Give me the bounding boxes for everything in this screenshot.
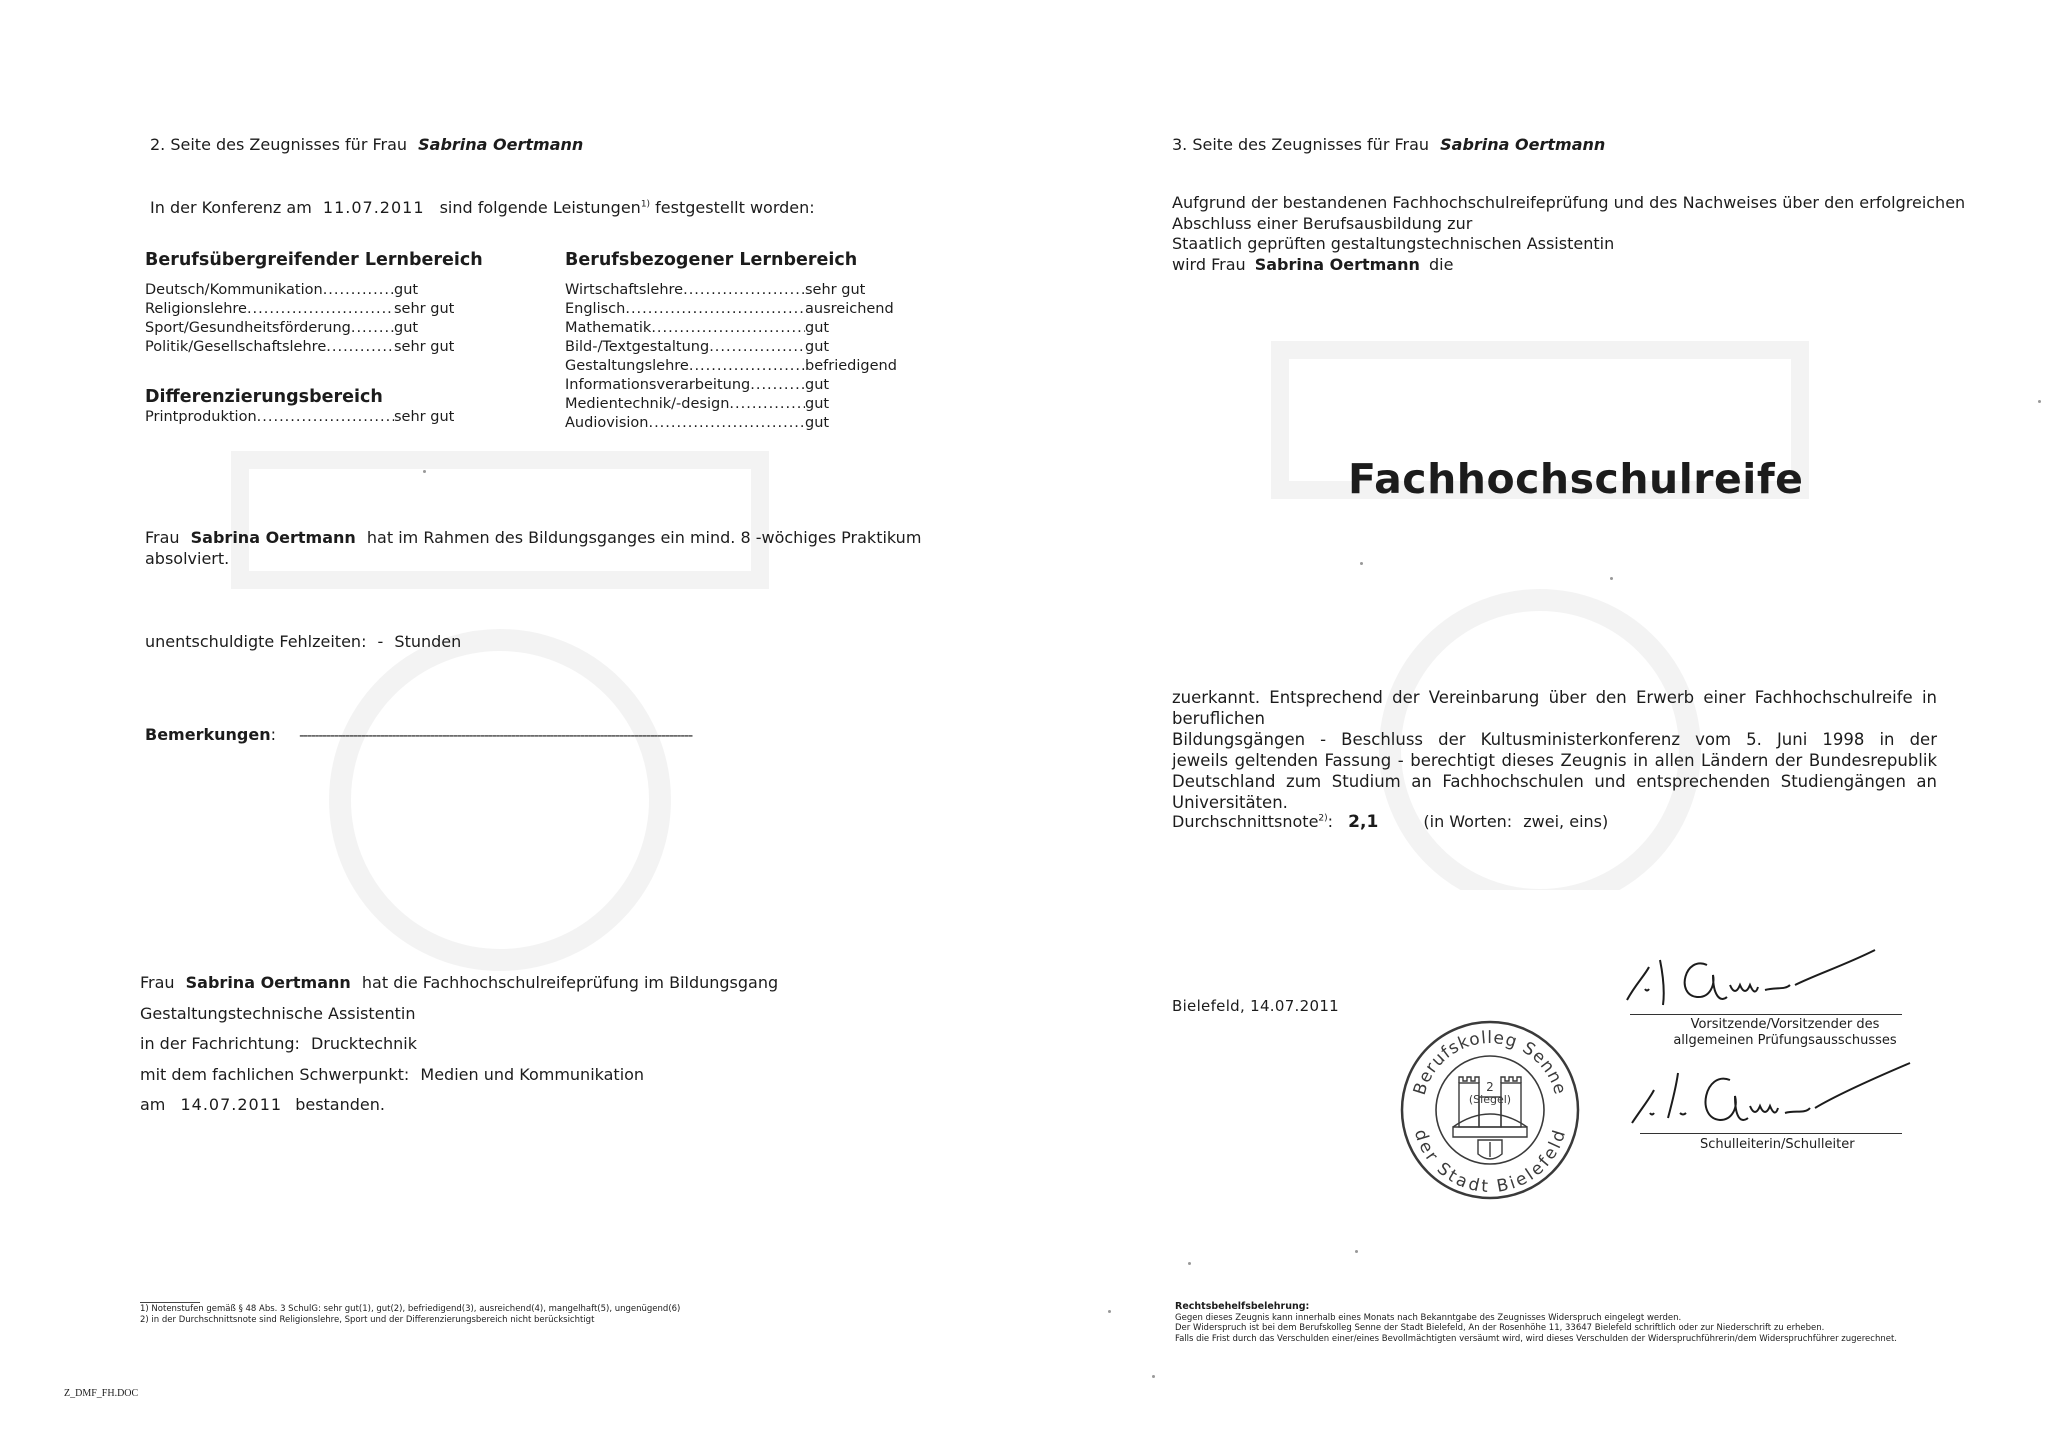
seal-top-text: Berufskolleg Senne: [1409, 1027, 1571, 1098]
remarks-label: Bemerkungen: [145, 725, 271, 744]
grade-value: sehr gut: [394, 301, 455, 317]
average-footnote-mark: 2): [1318, 813, 1328, 824]
footnotes: [140, 1304, 680, 1325]
grade-row: [565, 395, 893, 414]
grade-subject: Audiovision: [565, 415, 649, 431]
exam-course: Gestaltungstechnische Assistentin: [140, 1003, 416, 1023]
intro-line-2: Abschluss einer Berufsausbildung zur: [1172, 213, 1473, 233]
exam-student-name: Sabrina Oertmann: [185, 973, 351, 992]
differentiation-area-grade-list: [145, 408, 455, 427]
grade-row: [145, 338, 455, 357]
average-words-value: zwei, eins): [1523, 812, 1609, 831]
left-header-student-name: Sabrina Oertmann: [418, 135, 584, 154]
award-line-4: Deutschland zum Studium an Fachhochschulen und entsprechenden Studiengängen an Universitäten.: [1172, 772, 1937, 812]
place-date: Bielefeld, 14.07.2011: [1172, 997, 1340, 1015]
absence-unit: Stunden: [394, 632, 462, 651]
grade-value: gut: [394, 320, 419, 336]
scan-speck: [1360, 562, 1363, 565]
grade-row: [565, 319, 893, 338]
footnote-separator: [140, 1302, 200, 1303]
exam-focus-value: Medien und Kommunikation: [420, 1064, 645, 1084]
scan-speck: [1610, 577, 1613, 580]
grade-row: [145, 300, 455, 319]
intro-line-3: Staatlich geprüften gestaltungstechnischen Assistentin: [1172, 234, 1615, 253]
internship-student-name: Sabrina Oertmann: [190, 528, 356, 547]
seal-bottom-text: der Stadt Bielefeld: [1409, 1127, 1571, 1198]
grade-subject: Informationsverarbeitung: [565, 377, 751, 393]
exam-date-suffix: bestanden.: [295, 1095, 385, 1114]
legal-line-2: Der Widerspruch ist bei dem Berufskolleg Senne der Stadt Bielefeld, An der Rosenhöhe 11, 33647 Bielefeld schriftlich oder zur Niederschrift zu erheben.: [1175, 1323, 1825, 1333]
absence-line: [145, 632, 461, 651]
exam-field-value: Drucktechnik: [310, 1034, 417, 1053]
scan-speck: [423, 470, 426, 473]
grade-subject: Englisch: [565, 301, 626, 317]
average-colon: :: [1327, 812, 1334, 831]
grade-row: [565, 300, 893, 319]
grade-subject: Printproduktion: [145, 409, 257, 425]
legal-heading: Rechtsbehelfsbelehrung:: [1175, 1301, 1310, 1312]
remarks-line: [145, 725, 692, 744]
conference-footnote-mark: 1): [640, 199, 651, 210]
scan-speck: [1108, 1310, 1111, 1313]
grade-subject: Bild-/Textgestaltung: [565, 339, 710, 355]
intro-line-1: Aufgrund der bestandenen Fachhochschulreifeprüfung und des Nachweises über den erfolgreichen: [1172, 193, 1966, 212]
legal-line-1: Gegen dieses Zeugnis kann innerhalb eines Monats nach Bekanntgabe des Zeugnisses Widerspruch eingelegt werden.: [1175, 1312, 1682, 1323]
average-label: Durchschnittsnote: [1172, 812, 1319, 831]
grade-row: [565, 338, 893, 357]
intro-line-4-prefix: wird Frau: [1172, 254, 1246, 274]
general-area-heading: Berufsübergreifender Lernbereich: [145, 250, 483, 270]
grade-row: [565, 281, 893, 300]
conference-date: 11.07.2011: [322, 198, 425, 217]
signature-1-caption-line-2: allgemeinen Prüfungsausschusses: [1673, 1033, 1897, 1048]
intro-paragraph: [1172, 193, 1965, 275]
conference-text-c: festgestellt worden:: [655, 198, 815, 217]
grade-value: gut: [805, 415, 830, 431]
conference-line: [150, 198, 815, 217]
average-words-label: (in Worten:: [1423, 812, 1513, 831]
scan-speck: [1152, 1375, 1155, 1378]
internship-text: hat im Rahmen des Bildungsganges ein mind. 8 -wöchiges Praktikum: [366, 528, 922, 547]
general-area-grade-list: [145, 281, 455, 357]
grade-row: [145, 281, 444, 300]
conference-text-a: In der Konferenz am: [150, 198, 312, 217]
grade-subject: Wirtschaftslehre: [565, 282, 684, 298]
award-paragraph: [1172, 687, 1937, 813]
left-page-header: [150, 135, 583, 154]
conference-text-b: sind folgende Leistungen: [439, 198, 641, 217]
signature-1-caption-line-1: Vorsitzende/Vorsitzender des: [1690, 1017, 1880, 1032]
specific-area-heading: Berufsbezogener Lernbereich: [565, 250, 858, 270]
signature-1: [1615, 945, 1915, 1015]
watermark-left: [200, 420, 800, 980]
scan-speck: [2038, 400, 2041, 403]
specific-area-grade-list: [565, 281, 897, 433]
footnote-1: 1) Notenstufen gemäß § 48 Abs. 3 SchulG: sehr gut(1), gut(2), befriedigend(3), ausreichend(4), mangelhaft(5), ungenügend(6): [140, 1304, 681, 1314]
exam-text: hat die Fachhochschulreifeprüfung im Bildungsgang: [361, 973, 779, 992]
legal-line-3: Falls die Frist durch das Verschulden einer/eines Bevollmächtigten versäumt wird, wird dieses Verschulden der Widerspruchführerin/dem Widerspruchführer zugerechnet.: [1175, 1333, 1897, 1344]
grade-row: [565, 414, 893, 433]
grade-value: gut: [394, 282, 419, 298]
average-value: 2,1: [1348, 812, 1379, 832]
certificate-title: Fachhochschulreife: [1348, 455, 1804, 503]
school-seal: [1395, 1015, 1585, 1205]
signature-2-caption: Schulleiterin/Schulleiter: [1700, 1137, 1855, 1152]
left-header-prefix: 2. Seite des Zeugnisses für Frau: [150, 135, 408, 154]
exam-field-label: in der Fachrichtung:: [140, 1034, 300, 1053]
scan-speck: [1355, 1250, 1358, 1253]
remarks-value: ------------------------------------------------------------------------------------------------------: [299, 728, 692, 744]
grade-row: [565, 376, 893, 395]
signature-2: [1620, 1058, 1930, 1138]
absence-value: -: [377, 632, 384, 651]
scan-speck: [1188, 1262, 1191, 1265]
average-grade-line: [1172, 812, 1608, 832]
grade-subject: Mathematik: [565, 320, 652, 336]
grade-value: gut: [805, 339, 830, 355]
grade-subject: Medientechnik/-design: [565, 396, 730, 412]
grade-value: gut: [805, 320, 830, 336]
grade-subject: Religionslehre: [145, 301, 247, 317]
signature-2-line: [1640, 1133, 1902, 1134]
internship-statement: [145, 527, 921, 569]
grade-subject: Gestaltungslehre: [565, 358, 689, 374]
award-line-3: jeweils geltenden Fassung - berechtigt dieses Zeugnis in allen Ländern der Bundesrepublik: [1172, 751, 1937, 770]
right-page-header: [1172, 135, 1605, 154]
doc-code: Z_DMF_FH.DOC: [64, 1388, 139, 1399]
grade-value: befriedigend: [805, 358, 897, 374]
legal-notice: [1175, 1302, 1897, 1344]
internship-prefix: Frau: [145, 528, 180, 547]
right-header-prefix: 3. Seite des Zeugnisses für Frau: [1172, 135, 1430, 154]
grade-subject: Politik/Gesellschaftslehre: [145, 339, 327, 355]
exam-prefix: Frau: [140, 973, 175, 992]
grade-value: sehr gut: [805, 282, 866, 298]
grade-value: sehr gut: [394, 339, 455, 355]
intro-line-4-suffix: die: [1428, 254, 1454, 274]
grade-value: gut: [805, 396, 830, 412]
grade-row: [565, 357, 897, 376]
internship-text-2: absolviert.: [145, 549, 230, 568]
grade-subject: Sport/Gesundheitsförderung: [145, 320, 351, 336]
signature-1-line: [1630, 1014, 1902, 1015]
absence-label: unentschuldigte Fehlzeiten:: [145, 632, 367, 651]
right-header-student-name: Sabrina Oertmann: [1440, 135, 1606, 154]
grade-subject: Deutsch/Kommunikation: [145, 282, 323, 298]
exam-date-prefix: am: [140, 1095, 166, 1114]
grade-value: gut: [805, 377, 830, 393]
intro-student-name: Sabrina Oertmann: [1254, 254, 1420, 274]
grade-value: sehr gut: [394, 409, 455, 425]
exam-statement: [140, 968, 778, 1121]
grade-row: [145, 319, 444, 338]
award-line-1: zuerkannt. Entsprechend der Vereinbarung über den Erwerb einer Fachhochschulreife in beruflichen: [1172, 688, 1937, 728]
seal-center-number: 2: [1486, 1080, 1494, 1094]
exam-date: 14.07.2011: [180, 1095, 283, 1114]
award-line-2: Bildungsgängen - Beschluss der Kultusministerkonferenz vom 5. Juni 1998 in der: [1172, 730, 1937, 749]
grade-row: [145, 408, 455, 427]
differentiation-area-heading: Differenzierungsbereich: [145, 387, 383, 407]
seal-center-label: (Siegel): [1468, 1093, 1512, 1106]
signature-1-caption: [1670, 1017, 1900, 1049]
grade-value: ausreichend: [805, 301, 894, 317]
remarks-colon: :: [270, 725, 276, 744]
exam-focus-label: mit dem fachlichen Schwerpunkt:: [140, 1064, 410, 1084]
footnote-2: 2) in der Durchschnittsnote sind Religionslehre, Sport und der Differenzierungsbereich nicht berücksichtigt: [140, 1314, 595, 1325]
